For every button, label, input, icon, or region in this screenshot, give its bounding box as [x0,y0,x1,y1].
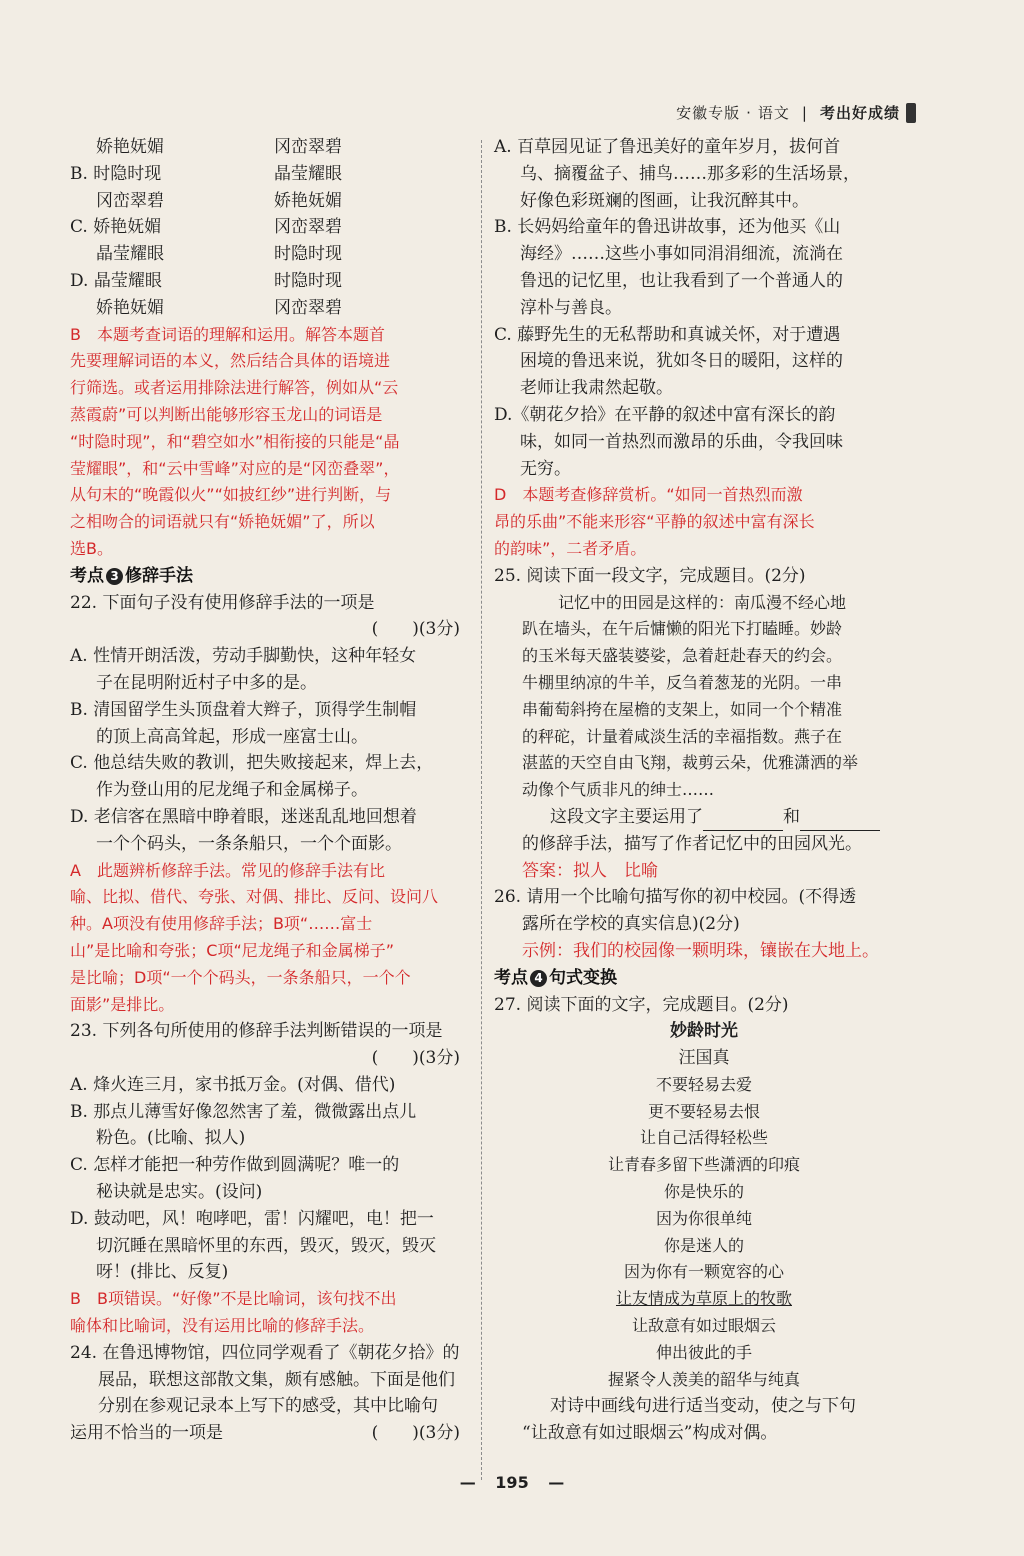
poem-line: 握紧令人羡美的韶华与纯真 [607,1369,800,1389]
option-line: C. 怎样才能把一种劳作做到圆满呢？唯一的 [70,1155,400,1176]
q22-options [70,643,470,857]
option-line: 秘诀就是忠实。(设问) [96,1182,263,1203]
answer-line: 选B。 [70,538,113,558]
option-line: 作为登山用的尼龙绳子和金属梯子。 [96,780,368,801]
answer-line: 蒸霞蔚”可以判断出能够形容玉龙山的词语是 [70,404,383,424]
dash-left: — [459,1473,476,1492]
page-number [0,1473,1024,1492]
section-heading-3 [70,563,470,590]
blank-2[interactable] [800,812,880,831]
q24-stem [70,1340,470,1420]
option-line: 淳朴与善良。 [520,297,622,318]
question-line: “让敌意有如过眼烟云”构成对偶。 [522,1423,778,1444]
option-line: 海经》……这些小事如同涓涓细流，流淌在 [520,244,843,265]
heading-prefix: 考点 [494,967,528,988]
dash-right: — [548,1473,565,1492]
passage-line: 记忆中的田园是这样的：南瓜漫不经心地 [558,592,847,612]
q22-answer [70,858,470,1019]
passage-line: 牛棚里纳凉的牛羊，反刍着葱茏的光阴。一串 [522,672,843,692]
answer-line: 行筛选。或者运用排除法进行解答，例如从“云 [70,378,399,398]
option-line: 乌、摘覆盆子、捕鸟……那多彩的生活场景， [520,163,860,184]
poem-line: 你是迷人的 [663,1235,744,1255]
poem-line: 你是快乐的 [663,1182,744,1202]
answer-line: 先要理解词语的本义，然后结合具体的语境进 [70,351,391,371]
subject-label: 语文 [757,104,790,122]
q24-stem-last [70,1420,470,1447]
answer-line: 种。A项没有使用修辞手法；B项“……富士 [70,914,373,934]
option-line: 一个个码头，一条条船只，一个个面影。 [96,833,402,854]
q25-question-text: 这段文字主要运用了 [550,806,703,827]
option-line: C. 他总结失败的教训，把失败接起来，焊上去， [70,753,434,774]
option-pair-row [70,268,470,295]
passage-line: 串葡萄斜挎在屋檐的支架上，如同一个个精准 [522,699,843,719]
column-divider [481,140,482,1480]
number-badge-icon: 4 [530,970,547,987]
poem-title: 妙龄时光 [670,1021,738,1042]
q25-question-cont: 的修辞手法，描写了作者记忆中的田园风光。 [522,833,862,854]
number-badge-icon: 3 [106,568,123,585]
header-separator: | [801,103,808,122]
option-line: 粉色。(比喻、拟人) [96,1128,246,1149]
option-term-b: 娇艳妩媚 [274,190,342,211]
option-line: 味，如同一首热烈而激昂的乐曲，令我回味 [520,431,843,452]
dot-separator: · [746,103,752,122]
option-term-b: 冈峦翠碧 [274,137,342,157]
q23-options [70,1072,470,1286]
stem-line: 26. 请用一个比喻句描写你的初中校园。(不得透 [494,887,857,908]
question-line: 对诗中画线句进行适当变动，使之与下句 [550,1396,856,1417]
option-term-b: 时隐时现 [274,270,342,291]
stem-line: 分别在参观记录本上写下的感受，其中比喻句 [98,1396,438,1417]
option-term-a: C. 娇艳妩媚 [70,217,162,238]
heading-title: 句式变换 [549,967,617,988]
option-pair-row [70,241,470,268]
q25-question [494,804,914,831]
option-line: D.《朝花夕拾》在平静的叙述中富有深长的韵 [494,404,836,425]
option-line: A. 性情开朗活泼，劳动手脚勤快，这种年轻女 [70,646,417,667]
poem-body [494,1072,914,1394]
option-line: A. 烽火连三月，家书抵万金。(对偶、借代) [70,1074,396,1095]
answer-line: 是比喻；D项“一个个码头，一条条船只，一个个 [70,967,411,987]
q26-stem [494,884,914,938]
q26-answer: 示例：我们的校园像一颗明珠，镶嵌在大地上。 [522,940,879,961]
answer-line: A 此题辨析修辞手法。常见的修辞手法有比 [70,860,385,880]
poem-line: 让敌意有如过眼烟云 [631,1316,776,1336]
answer-line: 之相吻合的词语就只有“娇艳妩媚”了，所以 [70,512,375,532]
answer-line: 的韵味”，二者矛盾。 [494,538,647,558]
option-term-a: 娇艳妩媚 [96,297,164,318]
bookmark-icon [906,103,916,123]
option-line: 的顶上高高耸起，形成一座富士山。 [96,726,368,747]
option-line: 好像色彩斑斓的图画，让我沉醉其中。 [520,190,809,211]
answer-line: 昂的乐曲”不能来形容“平静的叙述中富有深长 [494,512,815,532]
option-pair-row [70,188,470,215]
q24-answer-slot: ( )(3分) [371,1423,460,1444]
option-term-b: 冈峦翠碧 [274,217,342,238]
stem-line: 展品，联想这部散文集，颇有感触。下面是他们 [98,1369,455,1390]
page-number-text: 195 [495,1473,529,1492]
edition-label: 安徽专版 [676,104,741,122]
answer-line: 山”是比喻和夸张；C项“尼龙绳子和金属梯子” [70,940,395,960]
poem-line: 让青春多留下些潇洒的印痕 [607,1155,800,1175]
option-line: A. 百草园见证了鲁迅美好的童年岁月，拔何首 [494,137,841,157]
answer-line: “时隐时现”，和“碧空如水”相衔接的只能是“晶 [70,431,400,451]
option-term-a: 娇艳妩媚 [96,137,164,157]
heading-prefix: 考点 [70,565,104,586]
option-term-a: 晶莹耀眼 [96,244,164,265]
option-pair-row [70,134,470,161]
option-line: C. 藤野先生的无私帮助和真诚关怀，对于遭遇 [494,324,841,345]
poem-line: 让友情成为草原上的牧歌 [615,1289,792,1309]
q27-question [494,1393,914,1447]
passage-line: 的秤砣，计量着咸淡生活的幸福指数。燕子在 [522,726,843,746]
q25-stem: 25. 阅读下面一段文字，完成题目。(2分) [494,565,806,586]
poem-line: 更不要轻易去恨 [647,1101,760,1121]
answer-line: 喻、比拟、借代、夸张、对偶、排比、反问、设问八 [70,887,439,907]
q21-answer [70,322,470,563]
option-line: 切沉睡在黑暗怀里的东西，毁灭，毁灭，毁灭 [96,1235,436,1256]
passage-line: 的玉米每天盛装婆娑，急着赶赴春天的约会。 [522,646,843,666]
left-column [70,134,470,1447]
poem-line: 因为你有一颗宽容的心 [623,1262,784,1282]
q23-answer [70,1286,470,1340]
option-line: 困境的鲁迅来说，犹如冬日的暖阳，这样的 [520,351,843,372]
option-line: D. 老信客在黑暗中睁着眼，迷迷乱乱地回想着 [70,806,417,827]
poem-author: 汪国真 [678,1048,730,1069]
option-term-b: 晶莹耀眼 [274,163,342,184]
answer-line: B 本题考查词语的理解和运用。解答本题首 [70,324,385,344]
option-line: 无穷。 [520,458,571,479]
answer-line: 莹耀眼”，和“云中雪峰”对应的是“冈峦叠翠”， [70,458,400,478]
passage-line: 趴在墙头，在午后慵懒的阳光下打瞌睡。妙龄 [522,619,843,639]
option-pair-row [70,214,470,241]
page-header [676,102,916,123]
poem-line: 伸出彼此的手 [655,1342,752,1362]
stem-line: 露所在学校的真实信息)(2分) [522,914,740,935]
q25-question-and: 和 [783,806,800,827]
right-column [494,134,914,1447]
section-heading-4 [494,965,914,992]
option-line: 鲁迅的记忆里，也让我看到了一个普通人的 [520,270,843,291]
heading-title: 修辞手法 [125,565,193,586]
q25-answer: 答案：拟人 比喻 [522,860,658,881]
stem-line: 24. 在鲁迅博物馆，四位同学观看了《朝花夕拾》的 [70,1342,460,1363]
option-line: 老师让我肃然起敬。 [520,378,673,399]
option-pair-row [70,161,470,188]
option-pair-row [70,295,470,322]
answer-line: 喻体和比喻词，没有运用比喻的修辞手法。 [70,1316,375,1336]
blank-1[interactable] [703,812,783,831]
answer-line: 面影”是排比。 [70,994,175,1014]
option-term-b: 时隐时现 [274,244,342,265]
poem-line: 因为你很单纯 [655,1208,752,1228]
passage-line: 湛蓝的天空自由飞翔，裁剪云朵，优雅潇洒的举 [522,753,859,773]
option-term-b: 冈峦翠碧 [274,297,342,318]
brand-label: 考出好成绩 [819,104,900,122]
option-line: 呀！(排比、反复) [96,1262,229,1283]
answer-line: 从句末的“晚霞似火”“如披红纱”进行判断，与 [70,485,392,505]
option-term-a: D. 晶莹耀眼 [70,270,162,291]
option-line: D. 鼓动吧，风！咆哮吧，雷！闪耀吧，电！把一 [70,1208,434,1229]
option-term-a: 冈峦翠碧 [96,190,164,211]
q24-answer [494,482,914,562]
poem-line: 让自己活得轻松些 [639,1128,768,1148]
q24-stem-last-text: 运用不恰当的一项是 [70,1423,223,1444]
option-term-a: B. 时隐时现 [70,163,162,184]
option-line: B. 清国留学生头顶盘着大辫子，顶得学生制帽 [70,699,417,720]
q25-passage [494,590,914,804]
q21-options [70,134,470,322]
option-line: B. 长妈妈给童年的鲁迅讲故事，还为他买《山 [494,217,841,238]
q27-stem: 27. 阅读下面的文字，完成题目。(2分) [494,994,789,1015]
option-line: 子在昆明附近村子中多的是。 [96,672,317,693]
q23-answer-slot: ( )(3分) [371,1048,460,1069]
answer-line: B B项错误。“好像”不是比喻词，该句找不出 [70,1289,397,1309]
q23-stem: 23. 下列各句所使用的修辞手法判断错误的一项是 [70,1021,443,1042]
q24-options [494,134,914,482]
q22-stem: 22. 下面句子没有使用修辞手法的一项是 [70,592,375,613]
option-line: B. 那点儿薄雪好像忽然害了羞，微微露出点儿 [70,1101,417,1122]
poem-line: 不要轻易去爱 [655,1074,752,1094]
passage-line: 动像个气质非凡的绅士…… [522,780,715,800]
answer-line: D 本题考查修辞赏析。“如同一首热烈而激 [494,485,803,505]
q22-answer-slot: ( )(3分) [371,619,460,640]
